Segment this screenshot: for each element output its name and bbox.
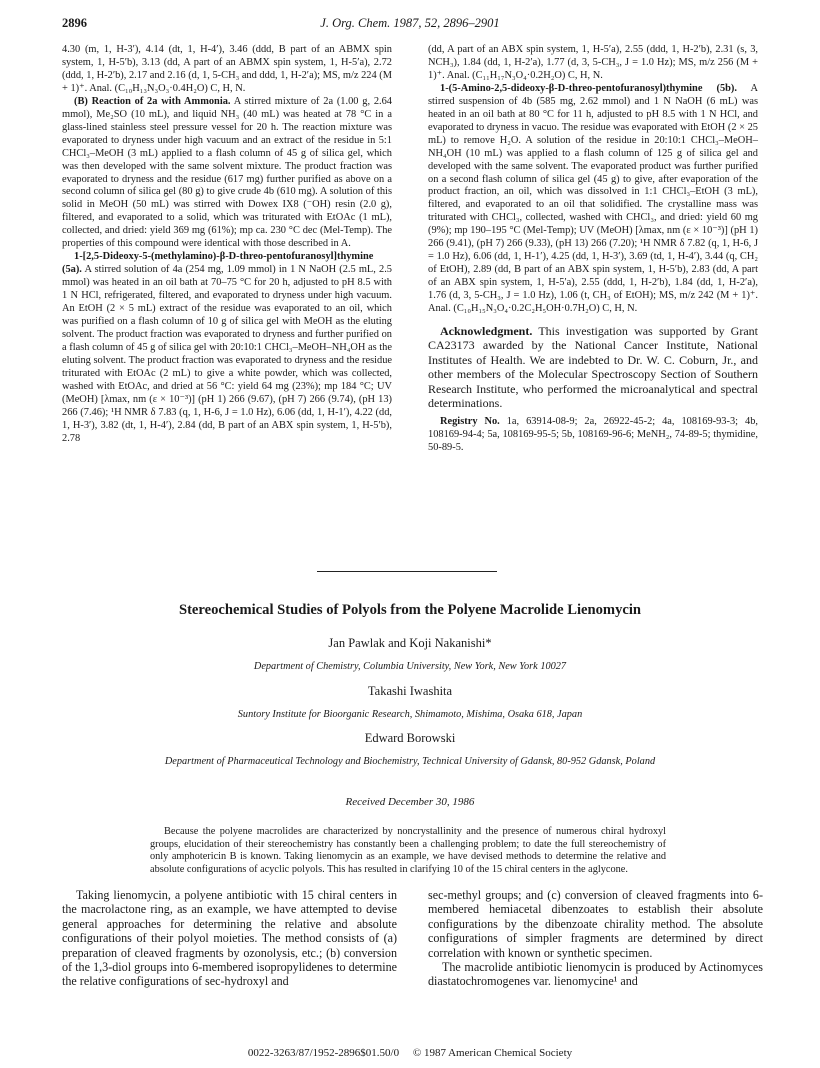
journal-citation: J. Org. Chem. 1987, 52, 2896–2901 (320, 16, 500, 30)
body-paragraph: Taking lienomycin, a polyene antibiotic with 15 chiral centers in the macrolactone ring, as an example, we have attempted to devise general approaches for determining the relative and absolute configurations of their polyol moieties. The method consists of (a) preparation of cleaved fragments by ozonolysis, etc.; (b) conversion of the 1,3-diol groups into 6-membered isopropylidenes to determine the relative configurations of sec-hydroxyl and (62, 888, 397, 989)
compound-text: A stirred solution of 4a (254 mg, 1.09 mmol) in 1 N NaOH (2.5 mL, 2.5 mmol) was heated in an oil bath at 70–75 °C for 20 h, adjusted to pH 8.5 with 1 N HCl, refrigerated, filtered, and evaporated to dryness under high vacuum. An EtOH (2 × 5 mL) extract of the residue was evaporated to an oil, which was purified on a flash column of 10 g of silica gel with MeOH as the eluting solvent. The product fraction was evaporated to dryness and further purified on a flash column of 45 g of silica gel with 20:10:1 CHCl₃–MeOH–NH₄OH as the eluting solvent. The product fraction was evaporated to dryness and the residue triturated with EtOAc (2 mL) to give a white powder, which was collected, washed with EtOAc, and dried at 56 °C: yield 64 mg (23%); mp 184 °C; UV (MeOH) [λmax, nm (ε × 10⁻³)] (pH 1) 266 (9.67), (pH 7) 266 (9.74), (pH 13) 266 (7.46); ¹H NMR δ 7.83 (q, 1, H-6, J = 1.0 Hz), 6.06 (dd, 1, H-1′), 4.22 (dd, 1, H-3′), 3.82 (dt, 1, H-4′), 2.84 (dd, B part of an ABX spin system, 1, H-5′b), 2.78 (62, 264, 392, 444)
article-title: Stereochemical Studies of Polyols from the Polyene Macrolide Lienomycin (178, 602, 642, 618)
received-date: Received December 30, 1986 (345, 796, 475, 808)
acknowledgment-heading: Acknowledgment. (440, 324, 533, 339)
left-column (62, 44, 392, 446)
affiliation-line: Department of Pharmaceutical Technology and Biochemistry, Technical University of Gdansk, 80-952 Gdansk, Poland (164, 756, 656, 767)
page-number: 2896 (62, 16, 87, 30)
compound-heading: 1-(5-Amino-2,5-dideoxy-β-D-threo-pentofuranosyl)thymine (5b). (440, 82, 737, 94)
abstract: Because the polyene macrolides are characterized by noncrystallinity and the presence of numerous chiral hydroxyl groups, elucidation of their stereochemistry has constantly been a challenging problem; to date the full stereochemistry of only amphotericin B is known. Taking lienomycin as an example, we have devised methods to determine the relative and absolute configurations of acyclic polyols. This has resulted in clarifying 10 of the 15 chiral centers in the aglycone. (150, 826, 666, 875)
copyright: © 1987 American Chemical Society (412, 1047, 573, 1059)
procedure-b-paragraph (62, 96, 392, 251)
body-paragraph: sec-methyl groups; and (c) conversion of cleaved fragments into 6-membered hemiacetal dibenzoates to establish their absolute configurations by the dibenzoate chirality method. The absolute configurations of simpler fragments are determined by direct correlation with known or synthetic specimen. (428, 888, 763, 960)
affiliation-line: Department of Chemistry, Columbia University, New York, New York 10027 (253, 661, 567, 672)
body-left-column (62, 888, 397, 989)
acknowledgment-paragraph (428, 324, 758, 410)
acknowledgment-text: This investigation was supported by Grant CA23173 awarded by the National Cancer Institute, National Institutes of Health. We are indebted to Dr. W. C. Coburn, Jr., and other members of the Molecular Spectroscopy Section of Southern Research Institute, who performed the microanalytical and spectral determinations. (428, 324, 758, 411)
registry-paragraph (428, 416, 758, 455)
author-line: Takashi Iwashita (367, 684, 453, 698)
author-line: Jan Pawlak and Koji Nakanishi* (328, 636, 492, 650)
author-line: Edward Borowski (364, 731, 456, 745)
body-right-column (428, 888, 763, 989)
registry-text: 1a, 63914-08-9; 2a, 26922-45-2; 4a, 108169-93-3; 4b, 108169-94-4; 5a, 108169-95-5; 5b, 108169-96-6; MeNH₂, 74-89-5; thymidine, 50-89-5. (428, 416, 758, 454)
registry-heading: Registry No. (440, 416, 500, 428)
compound-5a-paragraph (62, 251, 392, 445)
nmr-continuation-paragraph: (dd, A part of an ABX spin system, 1, H-5′a), 2.55 (ddd, 1, H-2′b), 2.31 (s, 3, NCH₃), 1.84 (dd, 1, H-2′a), 1.77 (d, 3, 5-CH₃, J = 1.0 Hz); MS, m/z 256 (M + 1)⁺. Anal. (C₁₁H₁₇N₃O₄·0.2H₂O) C, H, N. (428, 44, 758, 81)
article-code: 0022-3263/87/1952-2896$01.50/0 (247, 1047, 400, 1059)
page-header (62, 16, 758, 32)
nmr-data-paragraph: 4.30 (m, 1, H-3′), 4.14 (dt, 1, H-4′), 3.46 (ddd, B part of an ABMX spin system, 1, H-5′b), 3.13 (dd, A part of an ABMX spin system, 1, H-5′a), 2.72 (ddd, 1, H-2′b), 2.17 and 2.16 (d, 1, 5-CH₃ and ddd, 1, H-2′a); MS, m/z 224 (M + 1)⁺. Anal. (C₁₀H₁₃N₃O₃·0.4H₂O) C, H, N. (62, 44, 392, 94)
compound-text: A stirred suspension of 4b (585 mg, 2.62 mmol) and 1 N NaOH (6 mL) was heated in an oil bath at 80 °C for 11 h, adjusted to pH 8.5 with 1 N HCl, and evaporated to dryness in vacuo. The residue was evaporated with EtOH (2 × 25 mL) to remove H₂O. A solution of the residue in 20:10:1 CHCl₃–MeOH–NH₄OH (10 mL) was applied to a flash column of 125 g of silica gel and developed with the same solvent. The evaporated product was further purified on a second flash column of silica gel (45 g) to give, after evaporation of the product fraction, an oil, which was dissolved in 1:1 CHCl₃–EtOH (3 mL), filtered, and evaporated to an oil that solidified. The crystalline mass was triturated with CHCl₃, collected, washed with CHCl₃, and dried: yield 60 mg (9%); mp 190–195 °C (Mel-Temp); UV (MeOH) [λmax, nm (ε × 10⁻³)] (pH 1) 266 (9.41), (pH 7) 266 (9.33), (pH 13) 266 (7.20); ¹H NMR δ 7.82 (q, 1, H-6, J = 1.0 Hz), 6.06 (dd, 1, H-1′), 4.25 (dd, 1, H-3′), 3.69 (td, 1, H-4′), 3.44 (q, CH₂ of EtOH), 2.89 (dd, B part of an ABX spin system, 1, H-5′b), 2.83 (dd, A part of an ABX spin system, 1, H-5′a), 2.55 (ddd, 1, H-2′b), 1.84 (dd, 1, H-2′a), 1.76 (d, 3, 5-CH₃, J = 1.0 Hz), 1.06 (t, CH₃ of EtOH); MS, m/z 242 (M + 1)⁺. Anal. (C₁₀H₁₅N₃O₄·0.2C₂H₅OH·0.7H₂O) C, H, N. (428, 82, 758, 315)
page-footer (0, 1047, 820, 1059)
procedure-heading: (B) Reaction of 2a with Ammonia. (74, 95, 231, 107)
article-divider (317, 571, 497, 572)
procedure-text: A stirred mixture of 2a (1.00 g, 2.64 mmol), Me₂SO (10 mL), and liquid NH₃ (40 mL) was heated at 78 °C in a glass-lined stainless steel pressure vessel for 20 h. The reaction mixture was evaporated to dryness under high vacuum and an extract of the residue in 5:1 CHCl₃–MeOH (3 mL) applied to a flash column of 45 g of silica gel, which was then developed with the same solvent mixture. The product fraction was evaporated to dryness and the residue (617 mg) further purified as above on a second column of silica gel (80 g) to give crude 4b (610 mg). A solution of this solid in MeOH (50 mL) was stirred with Dowex IX8 (⁻OH) resin (2.0 g), filtered, and evaporated to a solid, which was triturated with EtOAc (1 mL), collected, and dried: yield 369 mg (61%); mp ca. 230 °C dec (Mel-Temp). The properties of this compound were identical with those described in A. (62, 95, 392, 250)
right-column (428, 44, 758, 455)
body-paragraph: The macrolide antibiotic lienomycin is produced by Actinomyces diastatochromogenes var. lienomycine¹ and (428, 960, 763, 989)
affiliation-line: Suntory Institute for Bioorganic Research, Shimamoto, Mishima, Osaka 618, Japan (237, 709, 583, 720)
compound-5b-paragraph (428, 83, 758, 316)
compound-heading: 1-[2,5-Dideoxy-5-(methylamino)-β-D-threo-pentofuranosyl]thymine (5a). (62, 251, 374, 276)
